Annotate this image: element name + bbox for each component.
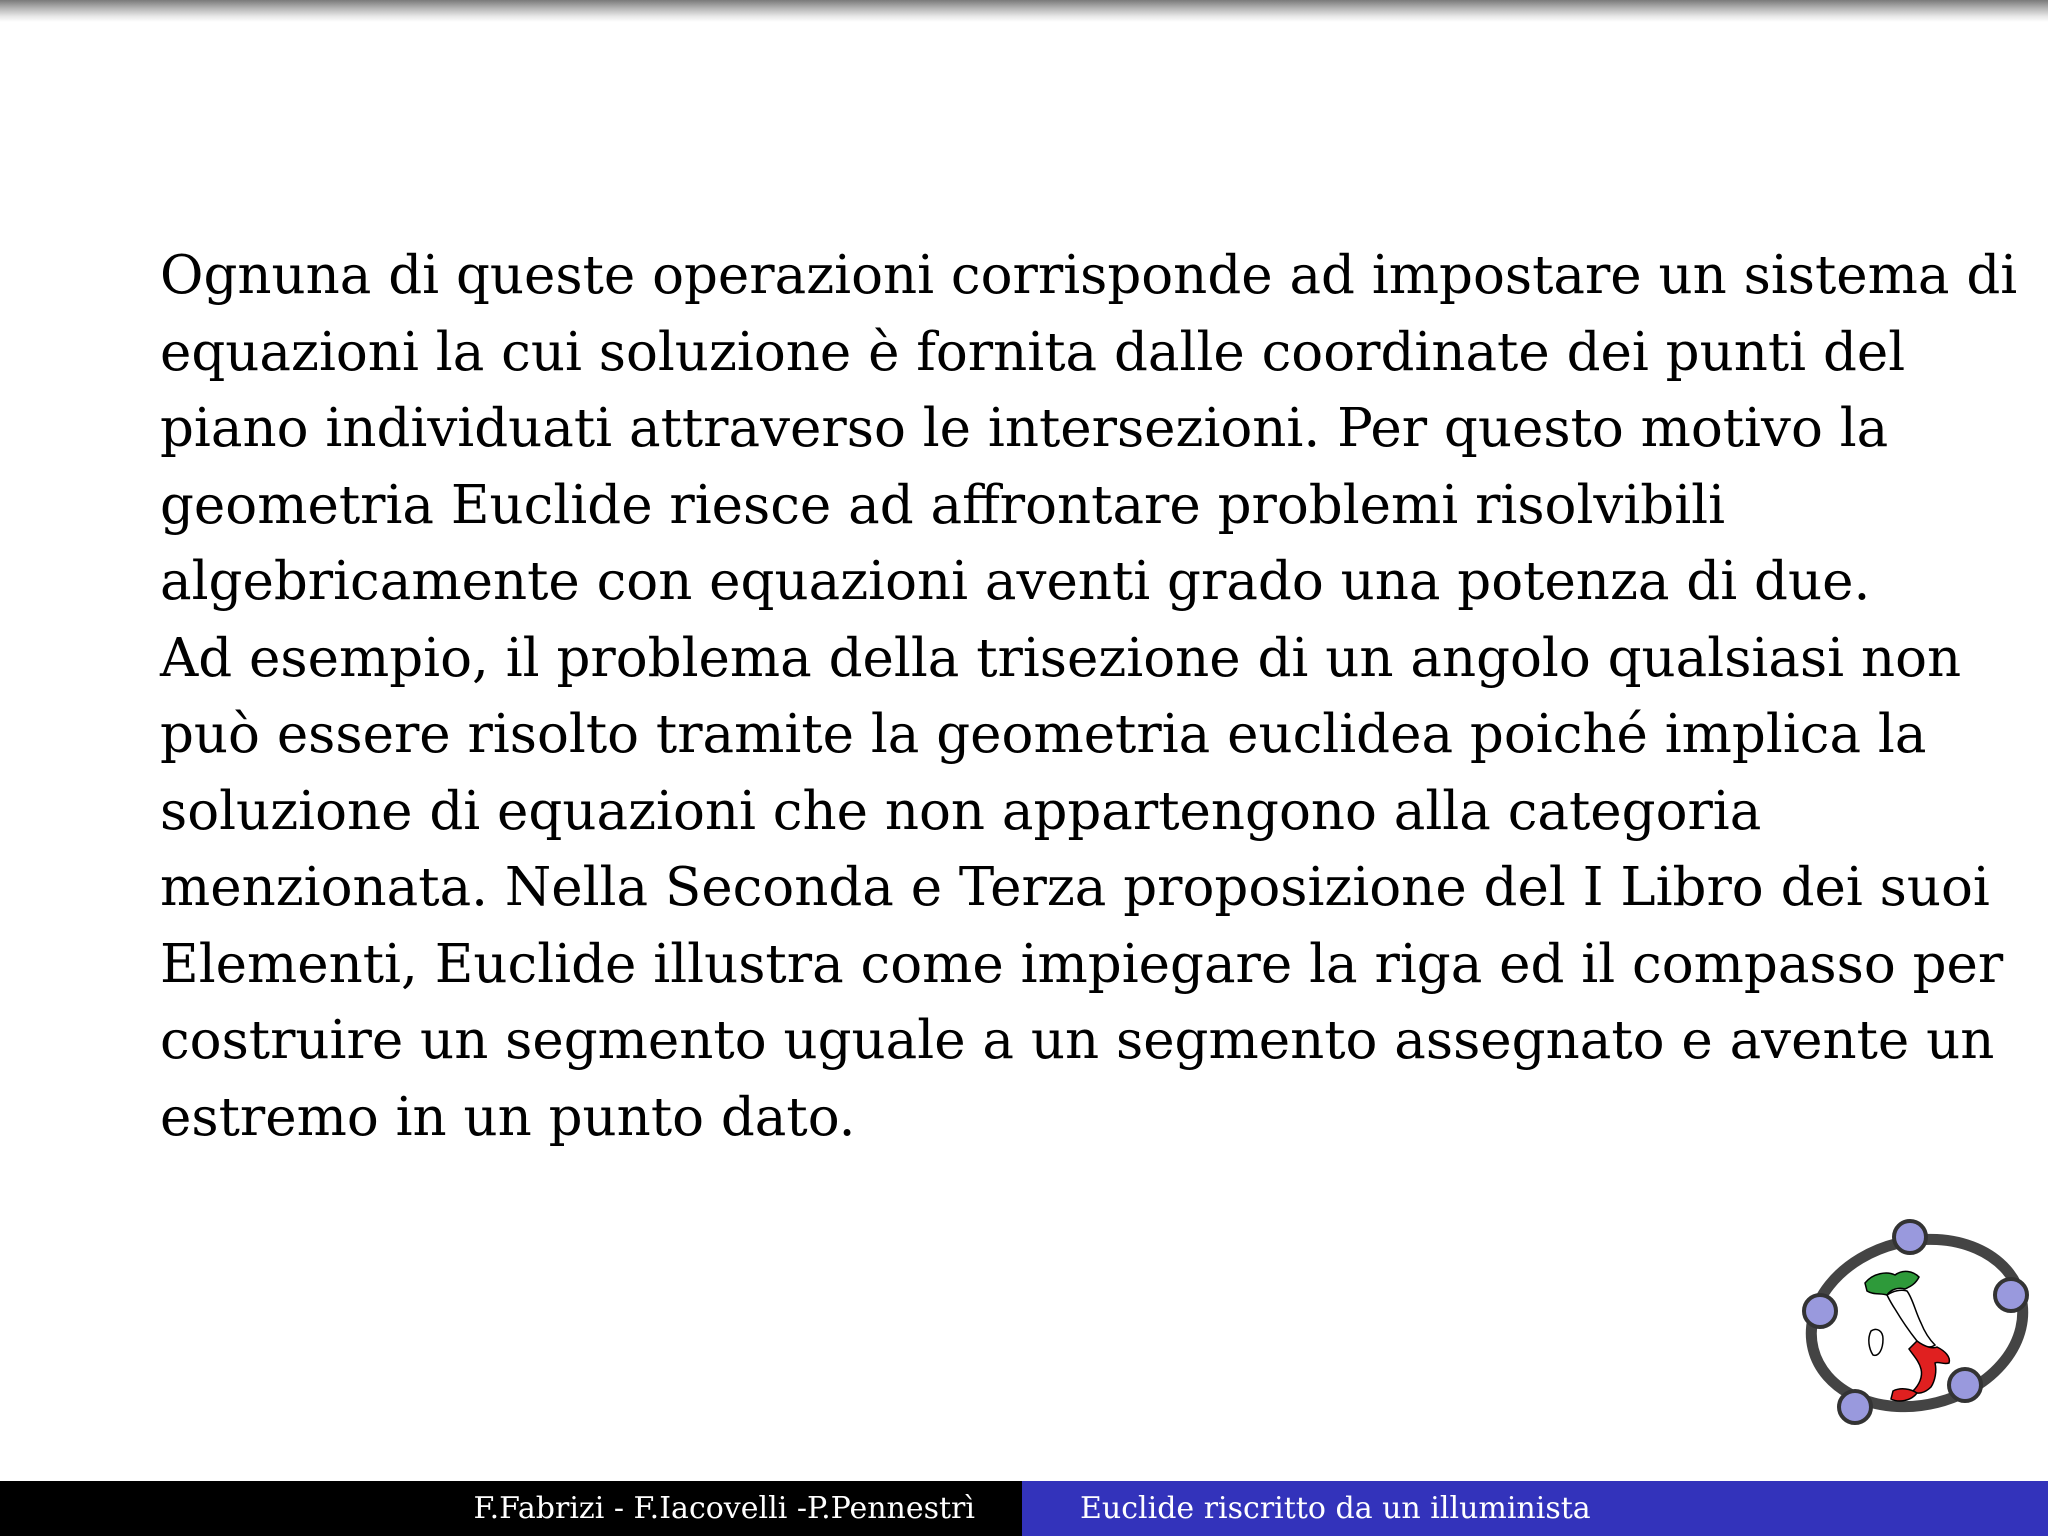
geogebra-italia-logo-icon [1795, 1215, 2040, 1430]
footer-title: Euclide riscritto da un illuminista [1080, 1491, 1591, 1526]
paragraph-line: algebricamente con equazioni aventi grado una potenza di due. [160, 551, 1871, 612]
logo-point [1804, 1295, 1836, 1327]
logo-point [1894, 1221, 1926, 1253]
paragraph-line: Elementi, Euclide illustra come impiegare la riga ed il compasso per [160, 933, 2004, 995]
paragraph-line: estremo in un punto dato. [160, 1086, 856, 1148]
top-shadow-bar [0, 0, 2048, 22]
paragraph-line: costruire un segmento uguale a un segmento assegnato e avente un [160, 1010, 1995, 1071]
footer-authors-panel [0, 1481, 1022, 1536]
paragraph-line: equazioni la cui soluzione è fornita dalle coordinate dei punti del [160, 321, 1906, 383]
paragraph-line: geometria Euclide riesce ad affrontare problemi risolvibili [160, 474, 1726, 536]
paragraph-line: può essere risolto tramite la geometria euclidea poiché implica la [160, 704, 1927, 765]
logo-point [1839, 1391, 1871, 1423]
footer-title-panel [1022, 1481, 2048, 1536]
footer-authors: F.Fabrizi - F.Iacovelli -P.Pennestrì [473, 1491, 975, 1526]
paragraph-line: soluzione di equazioni che non appartengono alla categoria [160, 780, 1762, 842]
logo-point [1949, 1369, 1981, 1401]
paragraph-line: Ad esempio, il problema della trisezione di un angolo qualsiasi non [160, 627, 1962, 689]
logo-point [1995, 1279, 2027, 1311]
footer-bar [0, 1481, 2048, 1536]
paragraph-line: menzionata. Nella Seconda e Terza proposizione del I Libro dei suoi [160, 857, 1990, 918]
body-paragraph [160, 238, 2018, 1156]
paragraph-line: piano individuati attraverso le intersezioni. Per questo motivo la [160, 398, 1889, 459]
paragraph-line: Ognuna di queste operazioni corrisponde ad impostare un sistema di [160, 245, 2018, 306]
